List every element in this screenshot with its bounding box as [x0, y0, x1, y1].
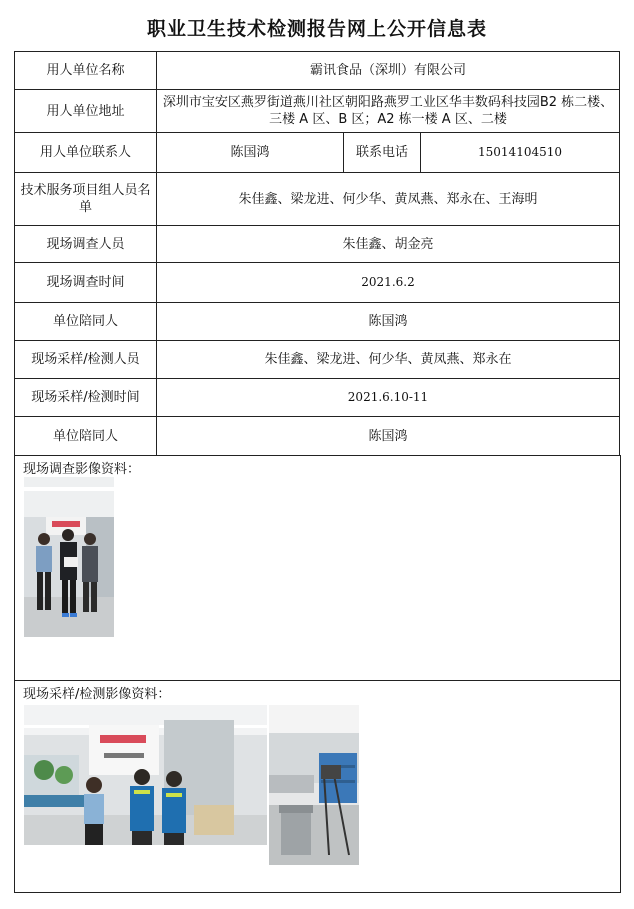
table-row [15, 52, 620, 90]
sampling-images-section [14, 680, 621, 893]
table-row [15, 303, 620, 341]
escort-value: 陈国鸿 [157, 303, 620, 341]
unit-address-label: 用人单位地址 [15, 90, 157, 133]
survey-time-label: 现场调查时间 [15, 263, 157, 303]
survey-time-value: 2021.6.2 [157, 263, 620, 303]
unit-name-value: 霸讯食品（深圳）有限公司 [157, 52, 620, 90]
survey-staff-label: 现场调查人员 [15, 226, 157, 263]
team-value: 朱佳鑫、梁龙进、何少华、黄凤燕、郑永在、王海明 [157, 173, 620, 226]
contact-label: 用人单位联系人 [15, 133, 157, 173]
survey-staff-value: 朱佳鑫、胡金亮 [157, 226, 620, 263]
sampling-staff-label: 现场采样/检测人员 [15, 341, 157, 379]
page-title: 职业卫生技术检测报告网上公开信息表 [146, 18, 487, 40]
sampling-images-caption: 现场采样/检测影像资料： [23, 687, 171, 702]
phone-label: 联系电话 [344, 133, 421, 173]
table-row [15, 341, 620, 379]
table-row [15, 263, 620, 303]
unit-address-value: 深圳市宝安区燕罗街道燕川社区朝阳路燕罗工业区华丰数码科技园B2 栋二楼、三楼 A 区、B 区；A2 栋一楼 A 区、二楼 [157, 90, 620, 133]
sampling-time-label: 现场采样/检测时间 [15, 379, 157, 417]
sampling-photo-2 [269, 705, 359, 865]
escort-label: 单位陪同人 [15, 303, 157, 341]
survey-photo [24, 477, 114, 637]
info-table [14, 51, 620, 456]
table-row [15, 226, 620, 263]
phone-value: 15014104510 [421, 133, 620, 173]
table-row [15, 133, 620, 173]
sampling-time-value: 2021.6.10-11 [157, 379, 620, 417]
team-label: 技术服务项目组人员名单 [15, 173, 157, 226]
survey-images-caption: 现场调查影像资料： [23, 462, 141, 477]
table-row [15, 379, 620, 417]
unit-name-label: 用人单位名称 [15, 52, 157, 90]
sampling-staff-value: 朱佳鑫、梁龙进、何少华、黄凤燕、郑永在 [157, 341, 620, 379]
survey-images-section [14, 455, 621, 681]
escort-value: 陈国鸿 [157, 417, 620, 456]
table-row [15, 90, 620, 133]
table-row [15, 173, 620, 226]
contact-value: 陈国鸿 [157, 133, 344, 173]
escort-label: 单位陪同人 [15, 417, 157, 456]
sampling-photo-1 [24, 705, 267, 845]
table-row [15, 417, 620, 456]
